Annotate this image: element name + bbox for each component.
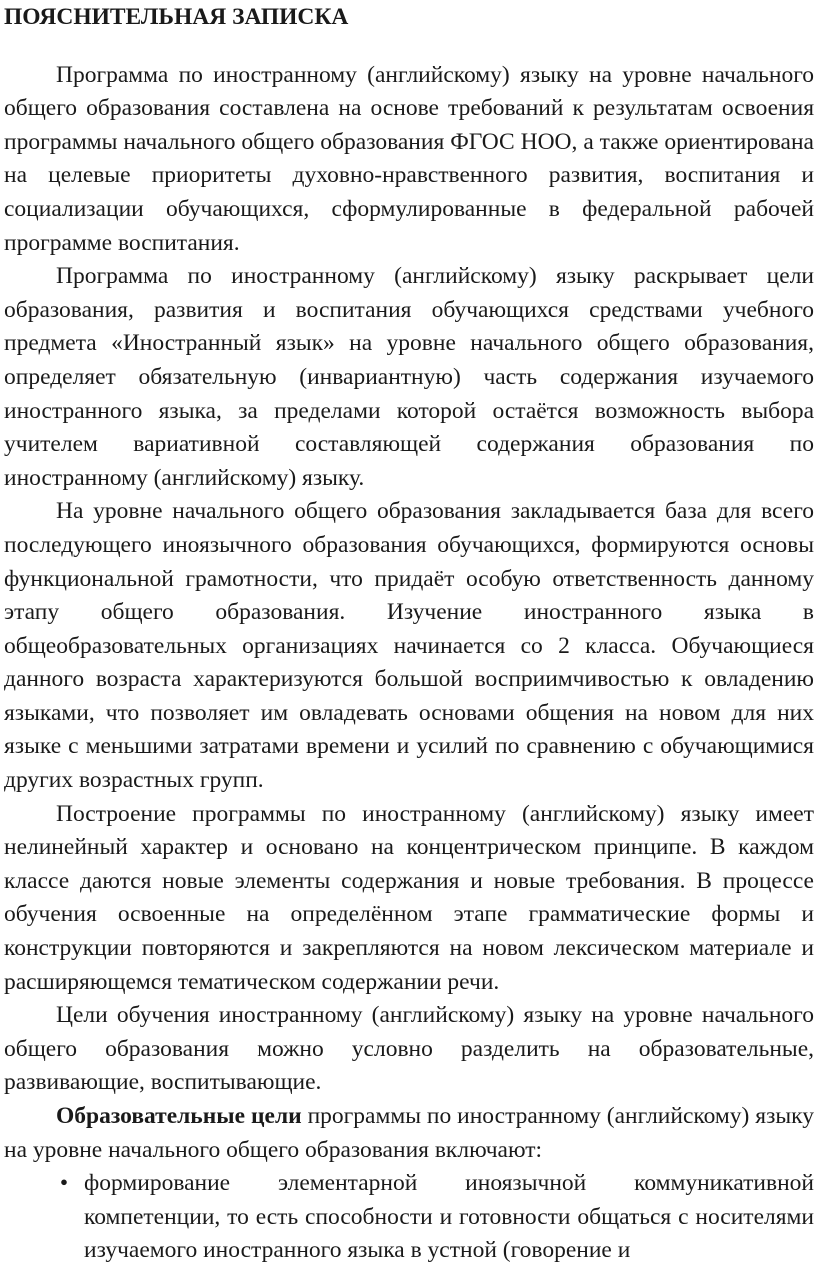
list-item <box>4 1167 814 1268</box>
paragraph-structure: Построение программы по иностранному (английскому) языку имеет нелинейный характер и основано на концентрическом принципе. В каждом классе даются новые элементы содержания и новые требования. В процессе обучения освоенные на определённом этапе грамматические формы и конструкции повторяются и закрепляются на новом лексическом материале и расширяющемся тематическом содержании речи. <box>4 800 814 995</box>
title-spacer <box>4 35 814 59</box>
document-title: ПОЯСНИТЕЛЬНАЯ ЗАПИСКА <box>4 4 349 30</box>
paragraph-goals-scope: Программа по иностранному (английскому) языку раскрывает цели образования, развития и воспитания обучающихся средствами учебного предмета «Иностранный язык» на уровне начального общего образования, определяет обязательную (инвариантную) часть содержания изучаемого иностранного языка, за пределами которой остаётся возможность выбора учителем вариативной составляющей содержания образования по иностранному (английскому) языку. <box>4 263 814 491</box>
paragraph-learning-goals: Цели обучения иностранному (английскому) языку на уровне начального общего образования можно условно разделить на образовательные, развивающие, воспитывающие. <box>4 1002 814 1096</box>
list-item-text: формирование элементарной иноязычной коммуникативной компетенции, то есть способности и готовности общаться с носителями изучаемого иностранного языка в устной (говорение и <box>84 1170 814 1264</box>
paragraph-foundation: На уровне начального общего образования закладывается база для всего последующего иноязычного образования обучающихся, формируются основы функциональной грамотности, что придаёт особую ответственность данному этапу общего образования. Изучение иностранного языка в общеобразовательных организациях начинается со 2 класса. Обучающиеся данного возраста характеризуются большой восприимчивостью к овладению языками, что позволяет им овладевать основами общения на новом для них языке с меньшими затратами времени и усилий по сравнению с обучающимися других возрастных групп. <box>4 498 814 794</box>
goals-list <box>4 1167 814 1268</box>
paragraph-intro: Программа по иностранному (английскому) языку на уровне начального общего образования составлена на основе требований к результатам освоения программы начального общего образования ФГОС НОО, а также ориентирована на целевые приоритеты духовно-нравственного развития, воспитания и социализации обучающихся, сформулированные в федеральной рабочей программе воспитания. <box>4 61 814 256</box>
paragraph-educational-goals <box>4 1100 814 1167</box>
educational-goals-text: программы по иностранному (английскому) языку на уровне начального общего образования включают: <box>4 1103 814 1163</box>
document-page <box>4 0 814 1268</box>
bullet-icon: • <box>59 1170 69 1197</box>
educational-goals-heading: Образовательные цели <box>56 1103 302 1129</box>
